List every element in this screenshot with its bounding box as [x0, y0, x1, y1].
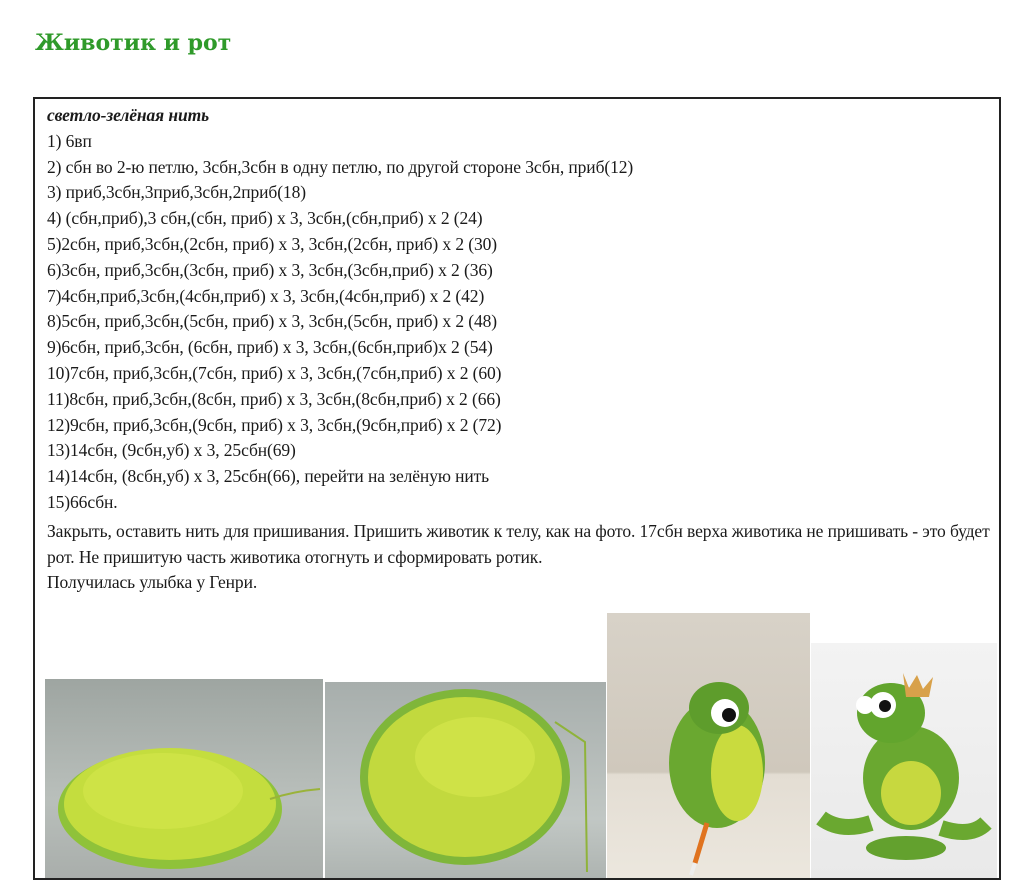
pattern-row: 2) сбн во 2-ю петлю, 3сбн,3сбн в одну петлю, по другой стороне 3сбн, приб(12): [47, 156, 634, 177]
result-note: Получилась улыбка у Генри.: [47, 572, 258, 593]
pattern-row: 1) 6вп: [47, 130, 92, 151]
pattern-row: 13)14сбн, (9сбн,уб) х 3, 25сбн(69): [47, 440, 296, 461]
yarn-color-label: светло-зелёная нить: [47, 105, 210, 125]
pattern-row: 10)7сбн, приб,3сбн,(7сбн, приб) х 3, 3сбн,(7сбн,приб) х 2 (60): [47, 362, 502, 383]
pattern-row: 7)4сбн,приб,3сбн,(4сбн,приб) х 3, 3сбн,(4сбн,приб) х 2 (42): [47, 285, 485, 306]
pattern-row: 5)2сбн, приб,3сбн,(2сбн, приб) х 3, 3сбн,(2сбн, приб) х 2 (30): [47, 233, 497, 254]
pattern-row: 15)66сбн.: [47, 491, 118, 512]
pattern-row: 14)14сбн, (8сбн,уб) х 3, 25сбн(66), перейти на зелёную нить: [47, 466, 490, 487]
pattern-row: 3) приб,3сбн,3приб,3сбн,2приб(18): [47, 182, 306, 203]
pattern-row: 8)5сбн, приб,3сбн,(5сбн, приб) х 3, 3сбн,(5сбн, приб) х 2 (48): [47, 311, 497, 332]
pattern-box: [33, 97, 1001, 880]
closing-instructions: Закрыть, оставить нить для пришивания. Пришить животик к телу, как на фото. 17сбн верха животика не пришивать - это будет рот. Не пришитую часть животика отогнуть и сформировать ротик.: [47, 520, 990, 567]
pattern-row: 6)3сбн, приб,3сбн,(3сбн, приб) х 3, 3сбн,(3сбн,приб) х 2 (36): [47, 259, 493, 280]
section-title: Животик и рот: [35, 30, 232, 56]
pattern-row: 11)8сбн, приб,3сбн,(8сбн, приб) х 3, 3сбн,(8сбн,приб) х 2 (66): [47, 388, 501, 409]
frog-photo-crown: [811, 643, 997, 878]
pattern-text: [47, 103, 992, 596]
pattern-row: 4) (сбн,приб),3 сбн,(сбн, приб) х 3, 3сбн,(сбн,приб) х 2 (24): [47, 208, 483, 229]
pattern-row: 12)9сбн, приб,3сбн,(9сбн, приб) х 3, 3сбн,(9сбн,приб) х 2 (72): [47, 414, 502, 435]
frog-photo-side: [607, 613, 810, 878]
belly-photo-2: [325, 682, 606, 878]
belly-photo-1: [45, 679, 323, 878]
pattern-row: 9)6сбн, приб,3сбн, (6сбн, приб) х 3, 3сбн,(6сбн,приб)х 2 (54): [47, 337, 493, 358]
